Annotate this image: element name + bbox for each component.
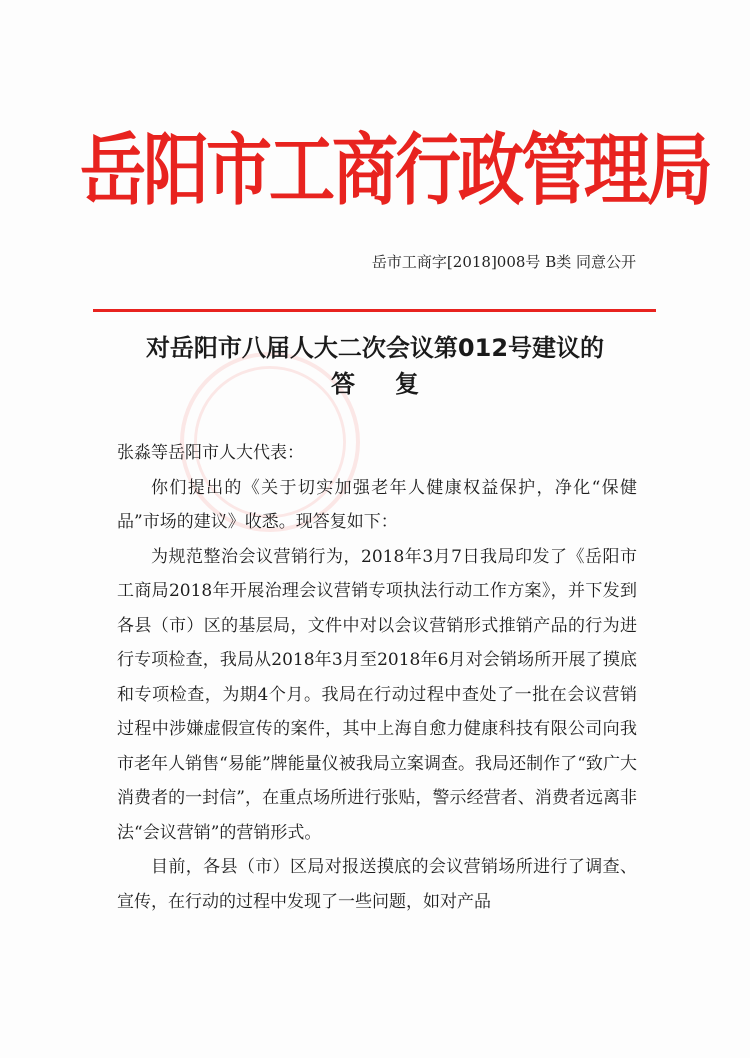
issuing-authority-header: 岳阳市工商行政管理局 (80, 123, 710, 216)
document-title (80, 330, 670, 402)
red-divider-line (93, 309, 656, 312)
body-paragraph-3: 目前，各县（市）区局对报送摸底的会议营销场所进行了调查、宣传，在行动的过程中发现了一些问题，如对产品 (117, 857, 637, 912)
salutation: 张淼等岳阳市人大代表： (117, 443, 304, 463)
title-line-2: 答复 (331, 370, 459, 398)
body-paragraph-2: 为规范整治会议营销行为，2018年3月7日我局印发了《岳阳市工商局2018年开展治理会议营销专项执法行动工作方案》，并下发到各县（市）区的基层局，文件中对以会议营销形式推销产品的行为进行专项检查，我局从2018年3月至2018年6月对会销场所开展了摸底和专项检查，为期4个月。我局在行动过程中查处了一批在会议营销过程中涉嫌虚假宣传的案件，其中上海自愈力健康科技有限公司向我市老年人销售“易能”牌能量仪被我局立案调查。我局还制作了“致广大消费者的一封信”，在重点场所进行张贴，警示经营者、消费者远离非法“会议营销”的营销形式。 (117, 546, 637, 843)
title-line-1: 对岳阳市八届人大二次会议第012号建议的 (145, 334, 605, 362)
document-body (117, 436, 637, 919)
document-number: 岳市工商字[2018]008号 B类 同意公开 (371, 253, 636, 271)
body-paragraph-1: 你们提出的《关于切实加强老年人健康权益保护，净化“保健品”市场的建议》收悉。现答复如下： (117, 477, 637, 532)
